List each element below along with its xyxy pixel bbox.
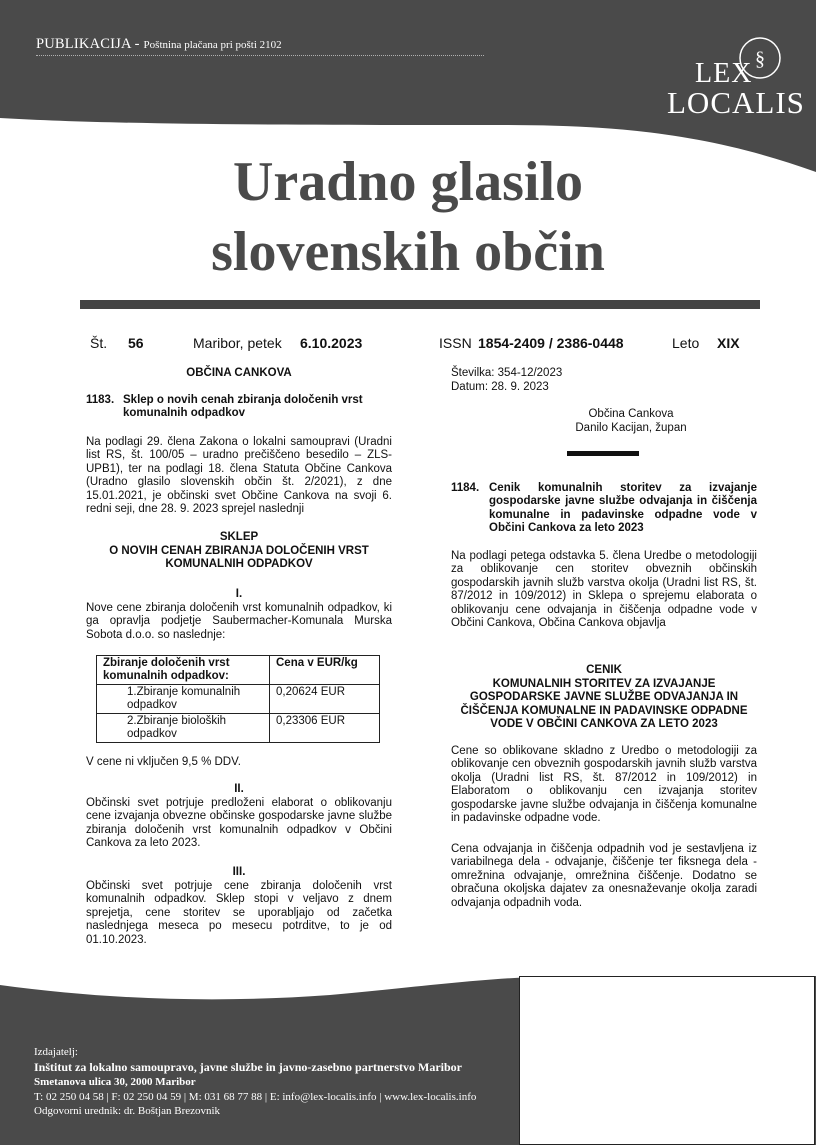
year-value: XIX: [717, 335, 740, 351]
table-row: [97, 685, 380, 714]
footer-publisher-name: Inštitut za lokalno samoupravo, javne službe in javno-zasebno partnerstvo Maribor: [34, 1060, 463, 1074]
section-sign-icon: §: [755, 48, 765, 70]
table-row: [97, 714, 380, 743]
entry-title: Cenik komunalnih storitev za izvajanje gospodarske javne službe odvajanja in čiščenja komunalne in padavinske odpadne vode v Občini Cankova za leto 2023: [489, 482, 757, 535]
footer-address: Smetanova ulica 30, 2000 Maribor: [34, 1076, 196, 1088]
section-2-text: Občinski svet potrjuje predloženi elaborat o oblikovanju cene izvajanja obvezne občinske gospodarske javne službe zbiranja določenih vrst komunalnih odpadkov v Občini Cankova za leto 2023.: [86, 797, 392, 850]
intro-paragraph: Na podlagi 29. člena Zakona o lokalni samoupravi (Uradni list RS, št. 100/05 – uradno prečiščeno besedilo – ZLS-UPB1), ter na podlagi 18. člena Statuta Občine Cankova (Uradno glasilo slovenskih občin št. 2/2021), z dne 15.01.2021, je občinski svet Občine Cankova na svoji 6. redni seji, dne 28. 9. 2023 sprejel naslednji: [86, 436, 392, 516]
paragraph-2: Cena odvajanja in čiščenja odpadnih vod je sestavljena iz variabilnega dela - odvajanje, čiščenje ter fiksnega dela - omrežnina odvajanje, omrežnina čiščenje. Dodatno se obračuna okoljska dajatev za onesnaževanje okolja zaradi odvajanja odpadnih voda.: [451, 843, 757, 909]
footer-contacts: T: 02 250 04 58 | F: 02 250 04 59 | M: 031 68 77 88 | E: info@lex-localis.info | www.lex-localis.info: [34, 1091, 477, 1103]
issue-label: Št.: [90, 335, 108, 351]
entry-number: 1183.: [86, 394, 115, 406]
table-cell-price: 0,23306 EUR: [270, 714, 380, 743]
blank-info-box: [519, 976, 815, 1145]
signature-separator: [567, 451, 639, 456]
entry-1184: [451, 482, 757, 538]
document-number: Številka: 354-12/2023: [451, 367, 563, 379]
table-cell-service: 2.Zbiranje bioloških odpadkov: [97, 714, 270, 743]
section-1-number: I.: [235, 588, 243, 600]
header-dotted-line: [36, 55, 484, 56]
signature-block: [556, 407, 706, 435]
publication-word: PUBLIKACIJA: [36, 36, 131, 52]
logo-localis: LOCALIS: [667, 85, 805, 120]
table-header-row: [97, 656, 380, 685]
publication-label: PUBLIKACIJA - Poštnina plačana pri pošti 2102: [36, 36, 282, 52]
section-3-text: Občinski svet potrjuje cene zbiranja določenih vrst komunalnih odpadkov. Sklep stopi v veljavo z dnem sprejetja, cene storitev se uporabljajo od začetka naslednjega meseca po mesecu potrditve, to je od 01.10.2023.: [86, 880, 392, 946]
postage-note: Poštnina plačana pri pošti 2102: [143, 39, 282, 51]
section-3-number: III.: [232, 866, 246, 878]
issn-value: 1854-2409 / 2386-0448: [478, 335, 624, 351]
signature-municipality: Občina Cankova: [588, 408, 674, 420]
paragraph-1: Cene so oblikovane skladno z Uredbo o metodologiji za oblikovanje cen obveznih gospodarskih javnih služb varstva okolja (Uradni list RS, št. 87/2012 in 109/2012) in Elaboratom o oblikovanju cen izvajanja storitev gospodarske javne službe odvajanja in čiščenja komunalne in padavinske odpadne vode.: [451, 745, 757, 825]
logo-lex: LEX: [695, 58, 753, 89]
signature-mayor: Danilo Kacijan, župan: [575, 422, 687, 434]
table-header-price: Cena v EUR/kg: [270, 656, 380, 685]
entry-title: Sklep o novih cenah zbiranja določenih vrst komunalnih odpadkov: [123, 394, 363, 420]
price-table: [96, 655, 380, 743]
vat-note: V cene ni vključen 9,5 % DDV.: [86, 756, 241, 768]
issn-label: ISSN: [439, 335, 472, 351]
table-header-service: Zbiranje določenih vrst komunalnih odpadkov:: [97, 656, 270, 685]
price-list-heading: CENIK KOMUNALNIH STORITEV ZA IZVAJANJE GOSPODARSKE JAVNE SLUŽBE ODVAJANJA IN ČIŠČENJA KOMUNALNE IN PADAVINSKE ODPADNE VODE V OBČINI CANKOVA ZA LETO 2023: [460, 664, 748, 730]
table-cell-service: 1.Zbiranje komunalnih odpadkov: [97, 685, 270, 714]
year-label: Leto: [672, 335, 700, 351]
issue-number: 56: [128, 335, 144, 351]
footer-publisher-label: Izdajatelj:: [34, 1046, 78, 1058]
intro-paragraph: Na podlagi petega odstavka 5. člena Uredbe o metodologiji za oblikovanje cen storitev obveznih občinskih gospodarskih javnih služb varstva okolja (Uradni list RS, št. 87/2012 in 109/2012) in Sklepa o sprejemu elaborata o oblikovanju cene odvajanja in čiščenja odpadne vode v Občini Cankova, Občina Cankova objavlja: [451, 550, 757, 630]
title-rule: [80, 300, 760, 309]
page-title-line2: slovenskih občin: [211, 221, 605, 283]
footer-editor: Odgovorni urednik: dr. Boštjan Brezovnik: [34, 1105, 221, 1117]
table-cell-price: 0,20624 EUR: [270, 685, 380, 714]
document-date: Datum: 28. 9. 2023: [451, 381, 549, 393]
issue-date: 6.10.2023: [300, 335, 363, 351]
section-2-number: II.: [234, 783, 244, 795]
decision-heading: SKLEP O NOVIH CENAH ZBIRANJA DOLOČENIH VRST KOMUNALNIH ODPADKOV: [109, 531, 369, 570]
place-day: Maribor, petek: [193, 335, 282, 351]
municipality-heading: OBČINA CANKOVA: [186, 367, 292, 379]
entry-1183: [86, 394, 392, 422]
section-1-text: Nove cene zbiranja določenih vrst komunalnih odpadkov, ki ga opravlja podjetje Saubermacher-Komunala Murska Sobota d.o.o. so naslednje:: [86, 602, 392, 641]
page-title-line1: Uradno glasilo: [232, 151, 584, 213]
entry-number: 1184.: [451, 482, 480, 494]
